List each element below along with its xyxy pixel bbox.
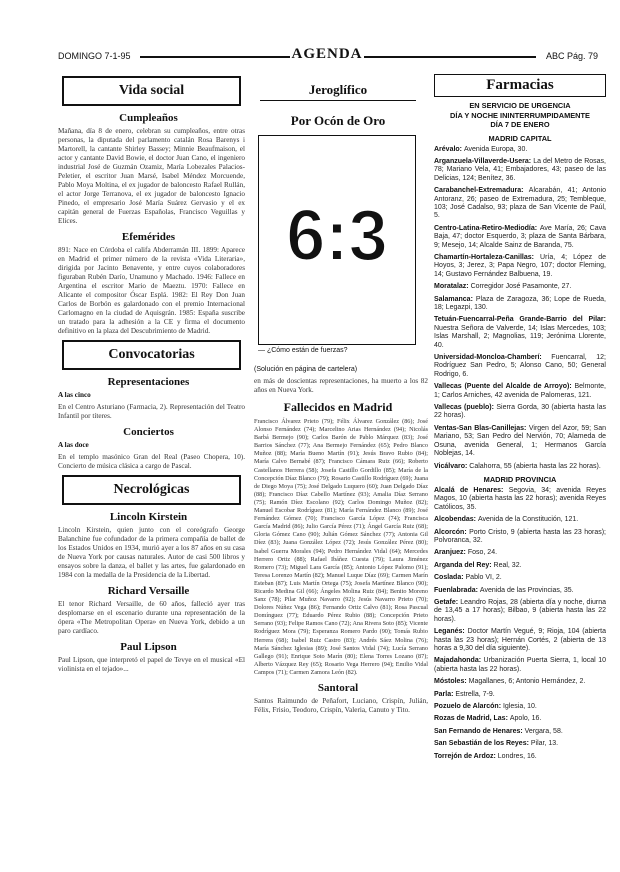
richard-text: El tenor Richard Versaille, de 60 años, falleció ayer tras desplomarse en el escenario durante una representación de la ópera «The Metropolitan Opera» en Nueva York, debido a un paro cardíaco. [58,600,245,635]
pharmacy-addresses: Doctor Martín Vegué, 9; Rioja, 104 (abierta hasta las 23 horas); Hernán Cortés, 2 (abierta de 13 horas a 9,30 del día siguiente). [434,628,606,652]
paul-heading: Paul Lipson [120,641,177,653]
pharmacy-addresses: Pablo VI, 2. [465,574,502,582]
pharmacy-addresses: Magallanes, 6; Antonio Hernández, 2. [468,678,586,686]
pharmacy-addresses: Urbanización Puerta Sierra, 1, local 10 (abierta hasta las 22 horas). [434,657,606,673]
fallecidos-heading: Fallecidos en Madrid [283,400,393,414]
pharmacy-district: Coslada: [434,574,466,582]
pharmacy-addresses: Uría, 4; López de Hoyos, 3; Jerez, 3; Papa Negro, 107; doctor Fleming, 14; Gustavo Fernández Balbuena, 19. [434,253,606,278]
section-title: AGENDA [291,46,363,62]
pharmacy-district: Alcobendas: [434,516,478,524]
jeroglifico-author: Por Ocón de Oro [290,113,386,128]
farmacias-heading: Farmacias [434,74,606,97]
page-header [52,48,602,64]
santoral-text: Santos Raimundo de Peñafort, Luciano, Crispín, Julián, Félix, Frisio, Teodoro, Crispín, Valeria, Canuto y Tito. [254,697,428,714]
pharmacy-addresses: Iglesia, 10. [502,703,537,711]
pharmacy-district: Fuenlabrada: [434,586,480,594]
pharmacy-district: Leganés: [434,628,468,636]
pharmacy-addresses: Avenida de las Provincias, 35. [479,586,574,594]
pharmacy-district: Arganzuela-Villaverde-Usera: [434,157,534,165]
pharmacy-entry [434,753,606,761]
pharmacy-district: Rozas de Madrid, Las: [434,715,510,723]
pharmacy-entry [434,316,606,350]
jeroglifico-heading: Jeroglífico [308,82,368,97]
cumpleanos-text: Mañana, día 8 de enero, celebran su cumpleaños, entre otras personas, la diputada del parlamento catalán Rosa Barenys i Martorell, la cantante Shirley Bassey; Minnie Beaufmaison, el actor y cantante David Bowie, el doctor Juan Cano, el ingeniero industrial José de Guzmán Ozamiz, María Lobezales Palacios-Peletier, el escritor Juan Marsé, Isabel Méndez Morcuende, Pablo Moya Moltina, el ex jugador de baloncesto Rafael Rullán, el actor Jorge Terranova, el ex jugador de baloncesto Ignacio Pinedo, el empresario José María Suárez Gervasio y el ex capitán general de Fuerzas Españolas, Francisco Veguillas y Elices. [58,127,245,225]
pharmacy-district: Aranjuez: [434,549,468,557]
pharmacy-entry [434,574,606,582]
column-middle [248,72,428,862]
pharmacy-district: Vallecas (pueblo): [434,404,497,412]
pharmacy-entry [434,354,606,379]
efemerides-text: 891: Nace en Córdoba el califa Abderramán III. 1899: Aparece en Madrid el primer número de la revista «Vida Literaria», dirigida por Jacinto Benavente, y entre cuyos colaboradores figuraban Rubén Darío, Unamuno y Machado. 1946: Fallece en Argentina el escritor Mario de Maeztu. 1970: Fallece en Alicante el compositor Óscar Esplá. 1982: El Rey Don Juan Carlos de Borbón es galardonado con el premio Internacional Carlomagno en la ciudad de Aquisgrán. 1985: España suscribe un tratado para la adhesión a la CE y firma el documento definitivo en la plaza del Descubrimiento de Madrid. [58,246,245,335]
lincoln-heading: Lincoln Kirstein [109,511,188,523]
pharmacy-entry [434,587,606,595]
pharmacy-addresses: Avenida Europa, 30. [463,145,528,153]
pharmacy-entry [434,703,606,711]
pharmacy-addresses: Apolo, 16. [509,715,542,723]
pharmacy-district: Móstoles: [434,678,469,686]
pharmacy-district: Carabanchel-Extremadura: [434,187,529,195]
pharmacy-district: Moratalaz: [434,283,471,291]
pharmacy-addresses: Vergara, 58. [524,727,563,735]
pharmacy-district: Parla: [434,690,456,698]
pharmacy-district: Vallecas (Puente del Alcalde de Arroyo): [434,383,575,391]
pharmacy-district: Salamanca: [434,295,476,303]
pharmacy-addresses: Calahorra, 55 (abierta hasta las 22 horas). [469,462,601,470]
pharmacy-district: Chamartín-Hortaleza-Canillas: [434,253,541,261]
pharmacy-entry [434,158,606,183]
pharmacy-entry [434,463,606,471]
pharmacy-entry [434,425,606,459]
pharmacy-addresses: Real, 32. [493,561,522,569]
pharmacy-entry [434,383,606,400]
santoral-heading: Santoral [317,682,359,694]
jeroglifico-rule [260,100,416,101]
servicio-line: EN SERVICIO DE URGENCIA [469,101,571,110]
puzzle-score: 6:3 [286,196,388,277]
pharmacy-addresses: Nuestra Señora de Valverde, 14; Islas Mercedes, 103; Islas Marshall, 2; Magnolias, 119; Jerónima Llorente, 40. [434,324,606,349]
puzzle-drawing [259,136,415,344]
pharmacy-district: Arganda del Rey: [434,561,494,569]
provincia-list [434,487,606,761]
efemerides-heading: Efemérides [121,231,176,243]
pharmacy-addresses: Corregidor José Pasamonte, 27. [470,283,572,291]
puzzle-box [258,135,416,345]
pharmacy-addresses: Porto Cristo, 9 (abierta hasta las 23 horas); Polvoranca, 32. [434,528,606,544]
pharmacy-district: Getafe: [434,598,461,606]
pharmacy-addresses: Pilar, 13. [530,740,559,748]
capital-list [434,146,606,471]
richard-heading: Richard Versaille [107,585,190,597]
pharmacy-entry [434,296,606,313]
column-left [52,72,245,862]
representaciones-time: A las cinco [58,391,91,399]
pharmacy-district: San Fernando de Henares: [434,727,525,735]
pharmacy-addresses: Fuencarral, 12; Rodríguez San Pedro, 5; Alonso Cano, 50; General Rodrigo, 6. [434,354,606,378]
paul-text: Paul Lipson, que interpretó el papel de Tevye en el musical «El violinista en el tejado»... [58,656,245,673]
pharmacy-entry [434,529,606,546]
pharmacy-district: Alcorcón: [434,528,470,536]
pharmacy-addresses: La del Metro de Rosas, 78; Mariano Vela, 41; Embajadores, 43; paseo de las Delicias, 124; Benítez, 36. [434,157,606,182]
fallecidos-text: Francisco Álvarez Prieto (79); Félix Álvarez González (86); José Alonso Fernández (74); Marcelino Arias Hernández (94); Nicolás Barbá Bermejo (90); Carlos Barón de Pablo Márquez (83); José Barrios Sánchez (77); Ana Bermejo Fernández (65); Pedro Blanco Muñoz (88); María Bueno Martín (91); Jesús Bravo Rubio (84); María Calvo Bernabé (87); Francisco Cámara Ruiz (66); Roberto Castellanos Herrera (58); Josefa Castillo Gordillo (85); María de la Concepción Díaz Blanco (79); Rosario Castillo Rodríguez (69); Juana de Diego Moya (75); José Delgado Luquero (60); Juan Delgado Díaz (88); Francisco Díaz Cabello Martínez (93); Amalia Díaz Serrano (75); Ramón Díez Escolano (92); Carlos Domingo Muñoz (82); Manuel Escobar Rodríguez (81); María Fernández Blanco (89); José Fernández Gómez (70); Francisco García López (74); Francisca García Madrid (86); Julio García Pérez (71); Ángel García Ruiz (68); Gloria Gómez Cano (90); Julián Gómez Sánchez (77); Antonia Gil Díez (83); Juana González López (72); Jesús González Pérez (80); Isabel Guerra Morales (94); Pedro Hernández Vidal (64); Mercedes Herrero Ortiz (88); Rafael Ibáñez Cuesta (79); Laura Jiménez Romero (73); Miguel Lara García (85); Antonio López Palomo (91); Teresa Lorenzo Martín (82); Manuel Luque Díaz (69); Carmen Marín Esteban (87); Luis Martín Ortega (75); Josefa Martínez Blanco (90); Ricardo Medina Gil (66); Ángeles Molina Ruiz (84); Benito Moreno Sanz (78); Pilar Muñoz Navarro (92); Jesús Navarro Prieto (70); Dolores Núñez Vega (86); Fernando Ortiz Calvo (81); Rosa Pascual Domínguez (77); Eduardo Pérez Rubio (88); Concepción Prieto Serrano (93); Felipe Ramos Cano (72); Ana Rivera Soto (85); Vicente Rodríguez Mora (79); Esperanza Romero Pardo (90); Tomás Rubio Herrera (68); Isabel Ruiz Castro (83); Andrés Sáez Molina (76); María Sánchez Iglesias (89); José Santos Vidal (74); Lucía Serrano Gallego (91); Enrique Soto Marín (80); Elena Torres Lozano (87); Alberto Vázquez Rey (65); Rosario Vega Herrero (94); Emilio Vidal Campos (71); Carmen Zamora León (82). [254,418,428,676]
madrid-capital-heading: MADRID CAPITAL [488,133,552,143]
pharmacy-entry [434,254,606,279]
cumpleanos-heading: Cumpleaños [119,112,178,124]
representaciones-heading: Representaciones [107,376,190,388]
pharmacy-district: Vicálvaro: [434,462,470,470]
pharmacy-addresses: Plaza de Zaragoza, 36; Lope de Rueda, 18; Legazpi, 130. [434,295,606,311]
pharmacy-entry [434,516,606,524]
pharmacy-addresses: Virgen del Azor, 59; San Mariano, 53; San Pedro del Nervión, 70; Alameda de Osuna, avenida General, 1; Hermanos García Noblejas, 14. [434,424,606,458]
lincoln-text: Lincoln Kirstein, quien junto con el coreógrafo George Balanchine fue cofundador de la primera compañía de ballet de los Estados Unidos en 1934, murió ayer a los 87 años en su casa de Nueva York por causas naturales. Autor de casi 500 libros y ensayos sobre la danza, el ballet y las artes, fue galardonado en 1984 con la medalla de la Presidencia de la Libertad. [58,526,245,579]
pharmacy-entry [434,187,606,221]
pharmacy-district: Alcalá de Henares: [434,486,509,494]
pharmacy-entry [434,678,606,686]
conciertos-time: A las doce [58,441,89,449]
pharmacy-district: San Sebastián de los Reyes: [434,740,531,748]
lead-text: en más de doscientas representaciones, ha muerto a los 82 años en Nueva York. [254,377,428,394]
pharmacy-entry [434,404,606,421]
pharmacy-district: Majadahonda: [434,657,484,665]
pharmacy-entry [434,657,606,674]
pharmacy-addresses: Sierra Gorda, 30 (abierta hasta las 22 horas). [434,404,606,420]
pharmacy-addresses: Leandro Rojas, 28 (abierta día y noche, diurna de 13,45 a 17 horas); Bilbao, 9 (abierta hasta las 22 horas). [434,598,606,623]
pharmacy-entry [434,283,606,291]
pharmacy-district: Arévalo: [434,145,464,153]
conciertos-text: En el templo masónico Gran del Real (Paseo Chopera, 10). Concierto de música clásica a cargo de Pascal. [58,453,245,470]
pharmacy-district: Centro-Latina-Retiro-Mediodía: [434,224,540,232]
pharmacy-entry [434,728,606,736]
pharmacy-district: Ventas-San Blas-Canillejas: [434,424,529,432]
pharmacy-district: Pozuelo de Alarcón: [434,703,503,711]
pharmacy-entry [434,740,606,748]
header-rule-right [364,56,536,58]
vida-social-heading: Vida social [62,76,241,106]
pharmacy-entry [434,691,606,699]
madrid-provincia-heading: MADRID PROVINCIA [483,474,557,484]
conciertos-heading: Conciertos [123,426,174,438]
pharmacy-addresses: Londres, 16. [497,752,537,760]
pharmacy-entry [434,715,606,723]
header-page: ABC Pág. 79 [545,51,598,61]
pharmacy-addresses: Estrella, 7-9. [455,690,495,698]
pharmacy-addresses: Avenida de la Constitución, 121. [477,516,579,524]
puzzle-caption: — ¿Cómo están de fuerzas? [258,347,348,354]
header-date: DOMINGO 7-1-95 [58,51,131,61]
pharmacy-entry [434,549,606,557]
pharmacy-district: Universidad-Moncloa-Chamberí: [434,354,552,362]
pharmacy-addresses: Segovia, 34; avenida Reyes Magos, 10 (abierta hasta las 22 horas); avenida Reyes Católicos, 35. [434,486,606,511]
solucion-note: (Solución en página de cartelera) [254,366,358,373]
pharmacy-entry [434,225,606,250]
representaciones-text: En el Centro Asturiano (Farmacia, 2). Representación del Teatro Infantil por títeres. [58,403,245,420]
pharmacy-addresses: Belmonte, 1; Carlos Arniches, 42 avenida de Palomeras, 121. [434,383,606,399]
pharmacy-district: Torrejón de Ardoz: [434,752,498,760]
pharmacy-entry [434,562,606,570]
pharmacy-addresses: Foso, 24. [467,549,498,557]
dia-line: DÍA 7 DE ENERO [490,120,550,129]
pharmacy-district: Tetuán-Fuencarral-Peña Grande-Barrio del Pilar: [434,316,606,324]
dia-noche-line: DÍA Y NOCHE ININTERRUMPIDAMENTE [450,110,590,120]
pharmacy-entry [434,628,606,653]
pharmacy-entry [434,487,606,512]
convocatorias-heading: Convocatorias [62,340,241,370]
necrologicas-heading: Necrológicas [62,475,241,505]
pharmacy-addresses: Alcarabán, 41; Antonio Antoranz, 26; paseo de Extremadura, 25; Tembleque, 103; José Cadalso, 93; plaza de San Vicente de Paúl, 5. [434,187,606,220]
pharmacy-entry [434,599,606,624]
pharmacy-addresses: Ave María, 26; Cava Baja, 47; doctor Esquerdo, 3; plaza de Santa Bárbara, 9; Mesejo, 14; Alcalde Sainz de Baranda, 75. [434,224,606,249]
pharmacy-entry [434,146,606,154]
column-right [434,72,606,862]
